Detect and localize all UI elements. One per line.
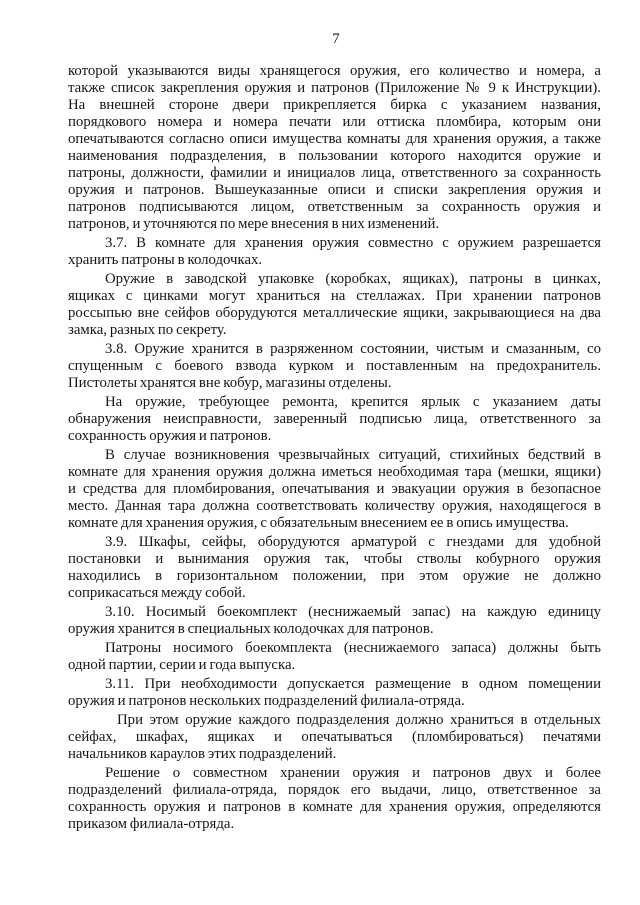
paragraph-ammo-batch — [68, 640, 601, 674]
text-line: сейфах, шкафах, ящиках и опечатываться (пломбироваться) печатями — [68, 729, 601, 745]
text-line: опечатываются согласно описи имущества комнаты для хранения оружия, а также — [68, 131, 601, 147]
paragraph-separate-safes — [68, 712, 601, 763]
paragraph-3-7 — [68, 235, 601, 269]
text-line: соприкасаться между собой. — [68, 585, 246, 601]
text-line: Пистолеты хранятся вне кобур, магазины отделены. — [68, 375, 392, 391]
text-line: патроны, должности, фамилии и инициалов лица, ответственного за сохранность — [68, 165, 601, 181]
text-line: обнаружения неисправности, заверенный подписью лица, ответственного за — [68, 411, 601, 427]
text-line: оружия и патронов нескольких подразделений филиала-отряда. — [68, 693, 465, 709]
paragraph-intro-continuation — [68, 63, 601, 233]
text-line: комнате для хранения оружия должна иметься необходимая тара (мешки, ящики) — [68, 464, 601, 480]
text-line: Решение о совместном хранении оружия и патронов двух и более — [105, 765, 601, 781]
text-line: спущенным с боевого взвода курком и поставленным на предохранитель. — [68, 358, 601, 374]
text-line: которой указываются виды хранящегося оружия, его количество и номера, а — [68, 63, 601, 79]
paragraph-repair-label — [68, 394, 601, 445]
text-line: приказом филиала-отряда. — [68, 816, 235, 832]
paragraph-3-11 — [68, 676, 601, 710]
text-line: наименования подразделения, в пользовании которого находится оружие и — [68, 148, 601, 164]
text-line: комнате для хранения оружия, с обязательным внесением ее в опись имущества. — [68, 515, 569, 531]
text-line: оружия и патронов. Вышеуказанные описи и списки закрепления оружия и — [68, 182, 601, 198]
text-line: Оружие в заводской упаковке (коробках, ящиках), патроны в цинках, — [105, 271, 601, 287]
text-line: 3.7. В комнате для хранения оружия совместно с оружием разрешается — [105, 235, 601, 251]
document-body — [68, 63, 601, 835]
text-line: также список закрепления оружия и патронов (Приложение № 9 к Инструкции). — [68, 80, 601, 96]
text-line: оружия хранится в специальных колодочках для патронов. — [68, 621, 434, 637]
text-line: патронов подписываются лицом, ответственным за сохранность оружия и — [68, 199, 601, 215]
text-line: находились в горизонтальном положении, при этом оружие не должно — [68, 568, 601, 584]
text-line: патронов, и уточняются по мере внесения в них изменений. — [68, 216, 440, 232]
text-line: хранить патроны в колодочках. — [68, 252, 263, 268]
paragraph-ammo-packaging — [68, 271, 601, 339]
text-line: сохранность оружия и патронов. — [68, 428, 272, 444]
text-line: сохранность оружия и патронов в комнате для хранения оружия, определяются — [68, 799, 601, 815]
text-line: и средства для пломбирования, опечатывания и эвакуации оружия в безопасное — [68, 481, 601, 497]
text-line: замка, разных по секрету. — [68, 322, 227, 338]
text-line: одной партии, серии и года выпуска. — [68, 657, 296, 673]
text-line: На внешней стороне двери прикрепляется бирка с указанием названия, — [68, 97, 601, 113]
text-line: ящиках с цинками могут храниться на стеллажах. При хранении патронов — [68, 288, 601, 304]
text-line: место. Данная тара должна соответствовать количеству оружия, находящегося в — [68, 498, 601, 514]
text-line: постановки и вынимания оружия так, чтобы стволы кобурного оружия — [68, 551, 601, 567]
text-line: На оружие, требующее ремонта, крепится ярлык с указанием даты — [105, 394, 601, 410]
text-line: 3.10. Носимый боекомплект (неснижаемый запас) на каждую единицу — [105, 604, 601, 620]
text-line: начальников караулов этих подразделений. — [68, 746, 337, 762]
text-line: Патроны носимого боекомплекта (неснижаемого запаса) должны быть — [105, 640, 601, 656]
page-number: 7 — [332, 31, 340, 47]
text-line: россыпью вне сейфов оборудуются металлические ящики, закрывающиеся на два — [68, 305, 601, 321]
text-line: подразделений филиала-отряда, порядок его выдачи, лицо, ответственное за — [68, 782, 601, 798]
text-line: порядкового номера и номера печати или оттиска пломбира, которым они — [68, 114, 601, 130]
text-line: 3.11. При необходимости допускается размещение в одном помещении — [105, 676, 601, 692]
paragraph-3-9 — [68, 534, 601, 602]
text-line: 3.8. Оружие хранится в разряженном состоянии, чистым и смазанным, со — [105, 341, 601, 357]
text-line: В случае возникновения чрезвычайных ситуаций, стихийных бедствий в — [105, 447, 601, 463]
paragraph-3-8 — [68, 341, 601, 392]
text-line: При этом оружие каждого подразделения должно храниться в отдельных — [117, 712, 601, 728]
text-line: 3.9. Шкафы, сейфы, оборудуются арматурой с гнездами для удобной — [105, 534, 601, 550]
paragraph-emergency — [68, 447, 601, 532]
paragraph-3-10 — [68, 604, 601, 638]
paragraph-joint-storage-decision — [68, 765, 601, 833]
